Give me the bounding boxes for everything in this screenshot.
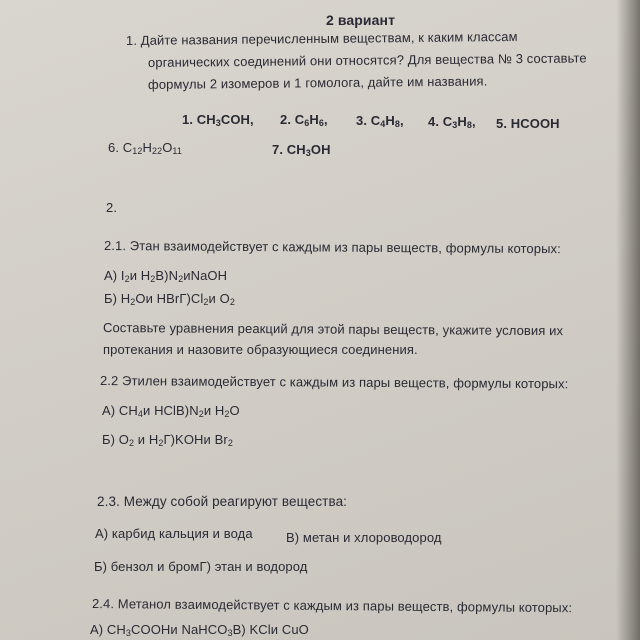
- task-2-3-option-bg: Б) бензол и бромГ) этан и водород: [94, 559, 308, 574]
- task-1-line-3: формулы 2 изомеров и 1 гомолога, дайте им названия.: [147, 73, 488, 92]
- formula-3: 3. $C_4H_8$,: [356, 113, 404, 129]
- task-2-1-option-b: Б) $H_2Oи$ $HBrГ)Cl_2и$ $O_2$: [104, 291, 235, 307]
- task-2-1-option-a: А) $I_2и$ $H_2В)N_2иNaOH$: [104, 268, 228, 284]
- task-2-1-note-1: Составьте уравнения реакций для этой пары веществ, укажите условия их: [102, 320, 564, 339]
- task-2-1-note-2: протекания и назовите образующиеся соединения.: [103, 342, 418, 357]
- page-edge-shadow: [616, 0, 640, 640]
- task-2-2-title: 2.2 Этилен взаимодействует с каждым из пары веществ, формулы которых:: [99, 373, 569, 392]
- task-2-3-option-v: В) метан и хлороводород: [286, 530, 442, 545]
- variant-title: 2 вариант: [326, 12, 396, 28]
- task-2-label: 2.: [106, 200, 118, 215]
- formula-7: 7. $CH_3OH$: [272, 142, 331, 158]
- task-1-line-1: 1. Дайте названия перечисленным веществам, к каким классам: [125, 28, 518, 48]
- task-2-2-option-a: А) $CH_4и$ $HClВ)N_2и$ $H_2O$: [102, 403, 240, 419]
- formula-1: 1. $CH_3COH$,: [182, 112, 254, 128]
- task-2-4-option-a: А) $CH_3COOHи$ NaHCO$_3$В) KClи CuO: [90, 622, 309, 638]
- formula-2: 2. $C_6H_6$,: [280, 112, 328, 128]
- task-2-1-title: 2.1. Этан взаимодействует с каждым из пары веществ, формулы которых:: [103, 238, 561, 257]
- formula-6: 6. $C_{12}H_{22}O_{11}$: [108, 140, 182, 156]
- task-2-3-option-a: А) карбид кальция и вода: [95, 526, 253, 541]
- task-2-3-title: 2.3. Между собой реагируют вещества:: [97, 494, 348, 509]
- formula-5: 5. HCOOH: [496, 116, 560, 131]
- task-2-4-title: 2.4. Метанол взаимодействует с каждым из пары веществ, формулы которых:: [91, 596, 573, 616]
- formula-4: 4. $C_3H_8$,: [428, 114, 476, 130]
- task-1-line-2: органических соединений они относятся? Для вещества № 3 составьте: [147, 50, 587, 70]
- task-2-2-option-b: Б) $O_2$ и $H_2Г)KOHи$ $Br_2$: [102, 432, 233, 448]
